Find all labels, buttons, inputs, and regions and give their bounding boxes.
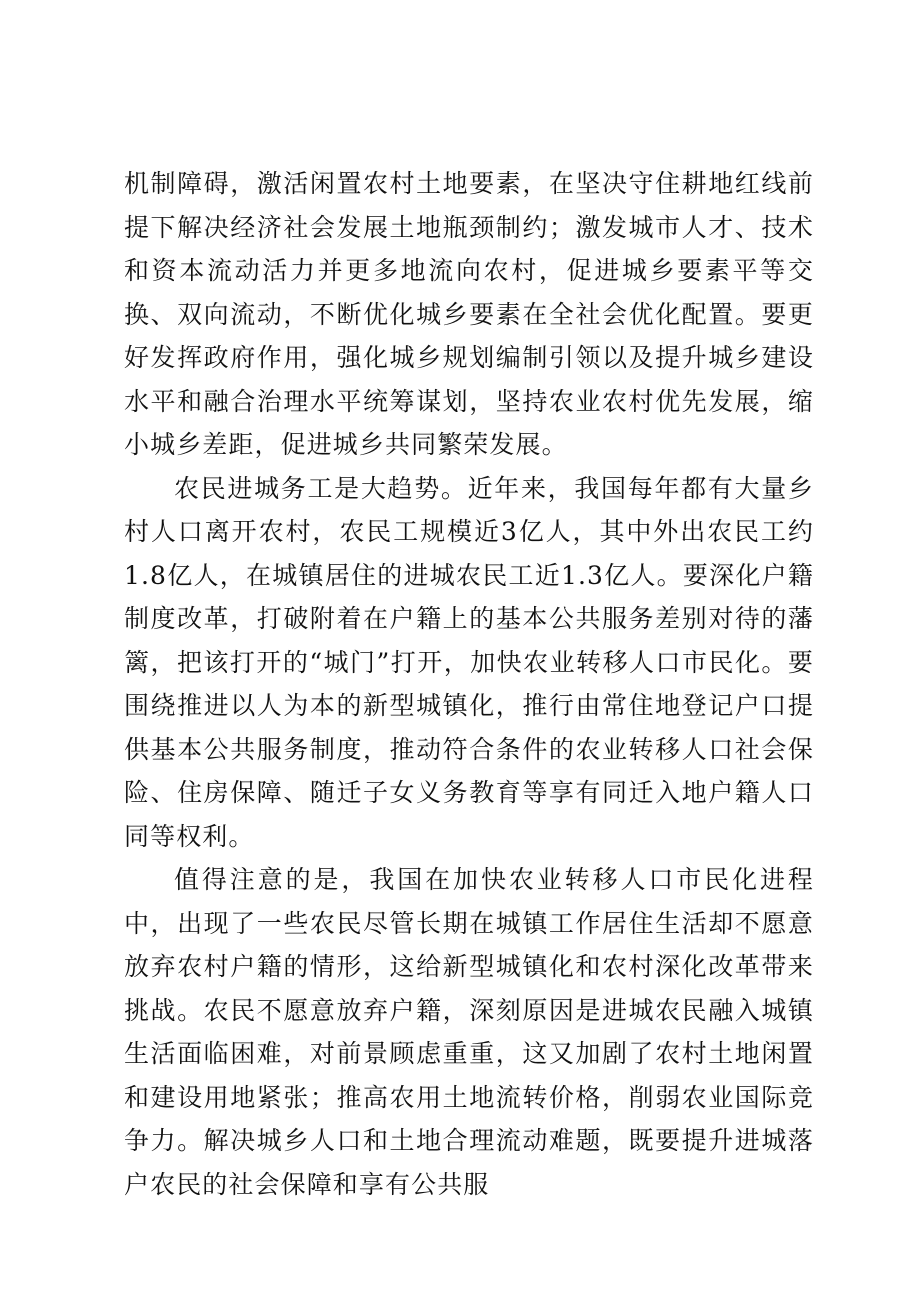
paragraph-3: 值得注意的是，我国在加快农业转移人口市民化进程中，出现了一些农民尽管长期在城镇工作居住生活却不愿意放弃农村户籍的情形，这给新型城镇化和农村深化改革带来挑战。农民不愿意放弃户籍，深刻原因是进城农民融入城镇生活面临困难，对前景顾虑重重，这又加剧了农村土地闲置和建设用地紧张；推高农用土地流转价格，削弱农业国际竞争力。解决城乡人口和土地合理流动难题，既要提升进城落户农民的社会保障和享有公共服 [124,865,814,1199]
paragraph-2: 农民进城务工是大趋势。近年来，我国每年都有大量乡村人口离开农村，农民工规模近3亿人，其中外出农民工约1.8亿人，在城镇居住的进城农民工近1.3亿人。要深化户籍制度改革，打破附着在户籍上的基本公共服务差别对待的藩篱，把该打开的“城门”打开，加快农业转移人口市民化。要围绕推进以人为本的新型城镇化，推行由常住地登记户口提供基本公共服务制度，推动符合条件的农业转移人口社会保险、住房保障、随迁子女义务教育等享有同迁入地户籍人口同等权利。 [124,473,814,851]
body-text [124,162,814,1206]
paragraph-1: 机制障碍，激活闲置农村土地要素，在坚决守住耕地红线前提下解决经济社会发展土地瓶颈制约；激发城市人才、技术和资本流动活力并更多地流向农村，促进城乡要素平等交换、双向流动，不断优化城乡要素在全社会优化配置。要更好发挥政府作用，强化城乡规划编制引领以及提升城乡建设水平和融合治理水平统筹谋划，坚持农业农村优先发展，缩小城乡差距，促进城乡共同繁荣发展。 [124,169,814,459]
